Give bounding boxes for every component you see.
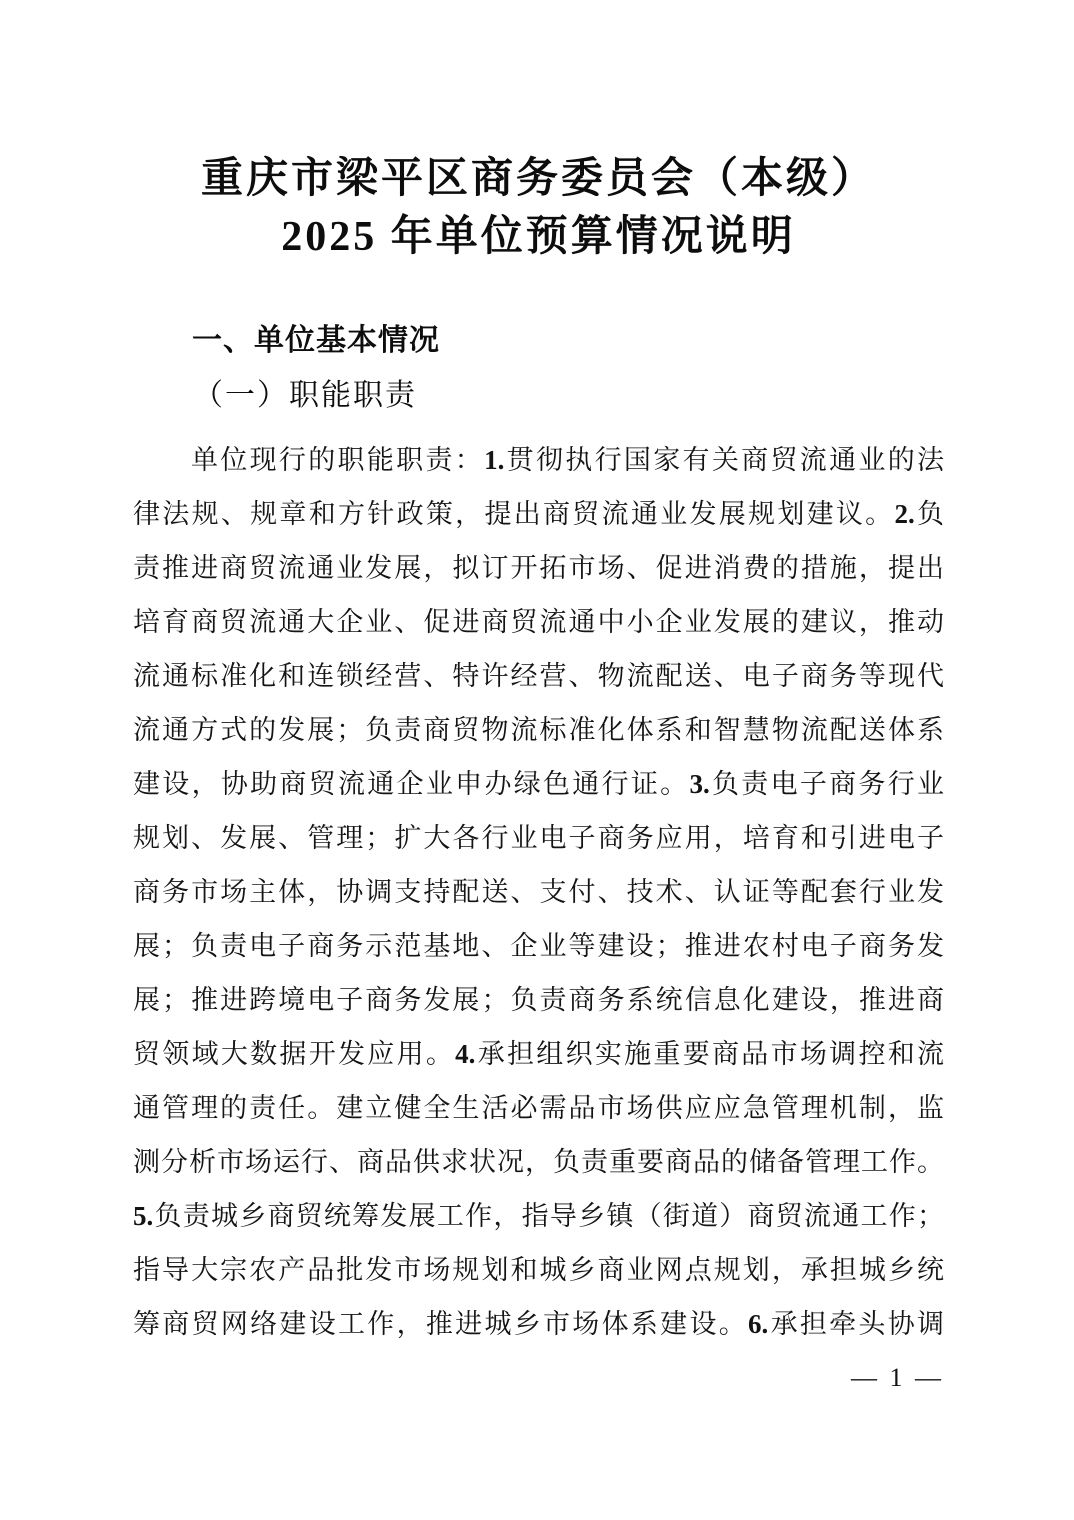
document-title-line1: 重庆市梁平区商务委员会（本级）: [200, 156, 876, 202]
body-line: 单位现行的职能职责：1.贯彻执行国家有关商贸流通业的法: [191, 445, 944, 475]
section-heading: 一、单位基本情况: [192, 324, 440, 357]
body-line: 流通方式的发展；负责商贸物流标准化体系和智慧物流配送体系: [133, 715, 944, 745]
body-line: 贸领域大数据开发应用。4.承担组织实施重要商品市场调控和流: [133, 1039, 944, 1069]
body-line: 责推进商贸流通业发展，拟订开拓市场、促进消费的措施，提出: [133, 553, 944, 583]
body-line: 测分析市场运行、商品供求状况，负责重要商品的储备管理工作。: [133, 1147, 944, 1177]
body-line: 展；负责电子商务示范基地、企业等建设；推进农村电子商务发: [133, 931, 944, 961]
body-line: 5.负责城乡商贸统筹发展工作，指导乡镇（街道）商贸流通工作；: [133, 1201, 944, 1231]
document-title: [133, 150, 944, 266]
page-number: — 1 —: [851, 1363, 944, 1392]
body-line: 通管理的责任。建立健全生活必需品市场供应应急管理机制，监: [133, 1093, 944, 1123]
body-line: 商务市场主体，协调支持配送、支付、技术、认证等配套行业发: [133, 877, 944, 907]
body-line: 展；推进跨境电子商务发展；负责商务系统信息化建设，推进商: [133, 985, 944, 1015]
body-line: 建设，协助商贸流通企业申办绿色通行证。3.负责电子商务行业: [133, 769, 944, 799]
body-line: 筹商贸网络建设工作，推进城乡市场体系建设。6.承担牵头协调: [133, 1309, 944, 1339]
body-line: 培育商贸流通大企业、促进商贸流通中小企业发展的建议，推动: [133, 607, 944, 637]
body-line: 指导大宗农产品批发市场规划和城乡商业网点规划，承担城乡统: [133, 1255, 944, 1285]
body-line: 规划、发展、管理；扩大各行业电子商务应用，培育和引进电子: [133, 823, 944, 853]
body-line: 律法规、规章和方针政策，提出商贸流通业发展规划建议。2.负: [133, 499, 944, 529]
subsection-heading: （一）职能职责: [193, 379, 417, 412]
body-line: 流通标准化和连锁经营、特许经营、物流配送、电子商务等现代: [133, 661, 944, 691]
body-paragraph: [133, 433, 944, 1351]
document-title-line2: 2025 年单位预算情况说明: [281, 214, 796, 260]
